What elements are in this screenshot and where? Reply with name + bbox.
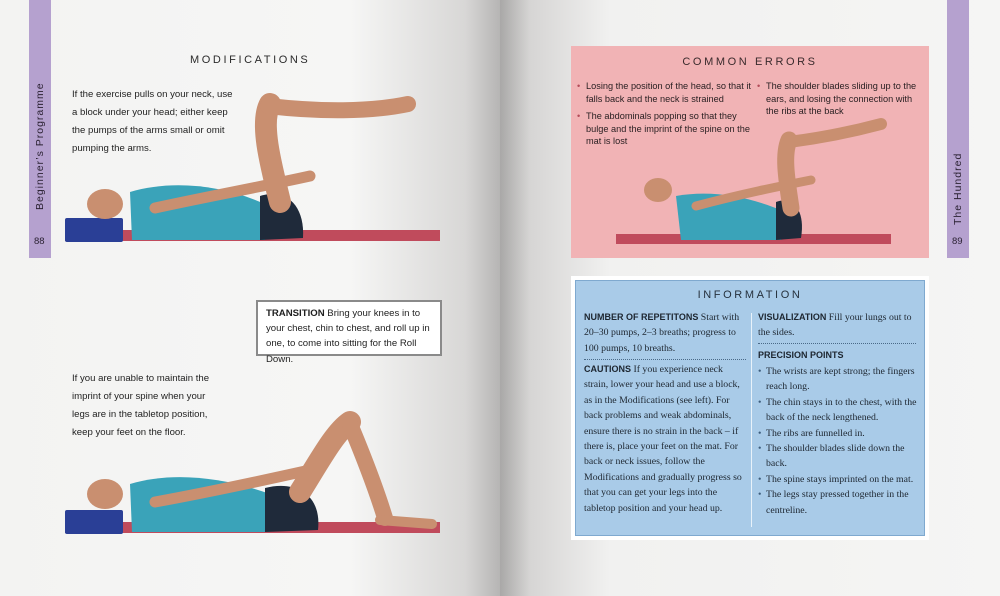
visualization-block [758, 310, 918, 341]
chapter-tab-label: Beginner’s Programme [34, 82, 46, 210]
information-box [571, 276, 929, 540]
modifications-text: If the exercise pulls on your neck, use a block under your head; either keep the pumps of the arms small or omit pumping the arms. [72, 89, 233, 154]
visualization-label: VISUALIZATION [758, 312, 827, 322]
thigh [300, 422, 350, 492]
list-item: • The ribs are funnelled in. [758, 426, 920, 441]
shin [789, 124, 881, 142]
transition-label: TRANSITION [266, 308, 325, 319]
modifications-heading: MODIFICATIONS [190, 54, 311, 66]
column-divider [751, 313, 752, 527]
precision-label: PRECISION POINTS [758, 350, 844, 360]
page-number-right: 89 [952, 236, 963, 247]
transition-box [256, 300, 442, 365]
visualization-text: Fill your lungs out to the sides. [758, 312, 912, 339]
thigh [786, 140, 791, 208]
chapter-tab-label: The Hundred [952, 152, 964, 225]
transition-text: Bring your knees in to your chest, chin to chest, and roll up in one, to come into sitting for the Roll Down. [266, 308, 430, 365]
head [87, 479, 123, 509]
list-item: • The chin stays in to the chest, with the back of the neck lengthened. [758, 395, 920, 426]
common-errors-heading: COMMON ERRORS [682, 56, 818, 68]
chapter-tab-right [947, 0, 969, 258]
cautions-block [584, 362, 748, 516]
thigh [266, 104, 280, 202]
repetitions-block [584, 310, 748, 356]
list-item: • Losing the position of the head, so that it falls back and the neck is strained [577, 80, 755, 105]
information-panel [575, 280, 925, 536]
foot [380, 520, 432, 524]
section-divider [584, 359, 746, 360]
shin [350, 424, 385, 518]
section-divider [758, 343, 916, 344]
cautions-text: If you experience neck strain, lower your head and use a block, as in the Modifications (see left). For back problems and weak abdominals, ensure there is no strain in the back – if there is, place your feet on the mat. For back or neck issues, follow the Modifications and gradually progress so that you can get your legs into the tabletop position and your head up. [584, 364, 742, 514]
list-item: • The wrists are kept strong; the fingers reach long. [758, 364, 920, 395]
information-heading: INFORMATION [697, 289, 803, 301]
shin [268, 104, 408, 110]
tabletop-note-text: If you are unable to maintain the imprint of your spine when your legs are in the tabletop position, keep your feet on the floor. [72, 373, 210, 438]
head-block [65, 510, 123, 534]
common-errors-box [571, 46, 929, 258]
cautions-label: CAUTIONS [584, 364, 631, 374]
precision-points-list [758, 364, 920, 518]
head-block [65, 218, 123, 242]
list-item: • The shoulder blades sliding up to the ears, and losing the connection with the ribs at the back [757, 80, 923, 118]
list-item: • The legs stay pressed together in the centreline. [758, 487, 920, 518]
photo-modification-legs-raised [60, 92, 450, 254]
chapter-tab-left [29, 0, 51, 258]
photo-common-errors [611, 116, 911, 252]
head [87, 189, 123, 219]
list-item: • The shoulder blades slide down the back. [758, 441, 920, 472]
head [644, 178, 672, 202]
repetitions-label: NUMBER OF REPETITONS [584, 312, 699, 322]
photo-modification-feet-on-floor [60, 410, 450, 550]
list-item: • The abdominals popping so that they bulge and the imprint of the spine on the mat is lost [577, 110, 755, 148]
list-item: • The spine stays imprinted on the mat. [758, 472, 920, 487]
repetitions-text: Start with 20–30 pumps, 2–3 breaths; progress to 100 pumps, 10 breaths. [584, 312, 740, 354]
page-number-left: 88 [34, 236, 45, 247]
